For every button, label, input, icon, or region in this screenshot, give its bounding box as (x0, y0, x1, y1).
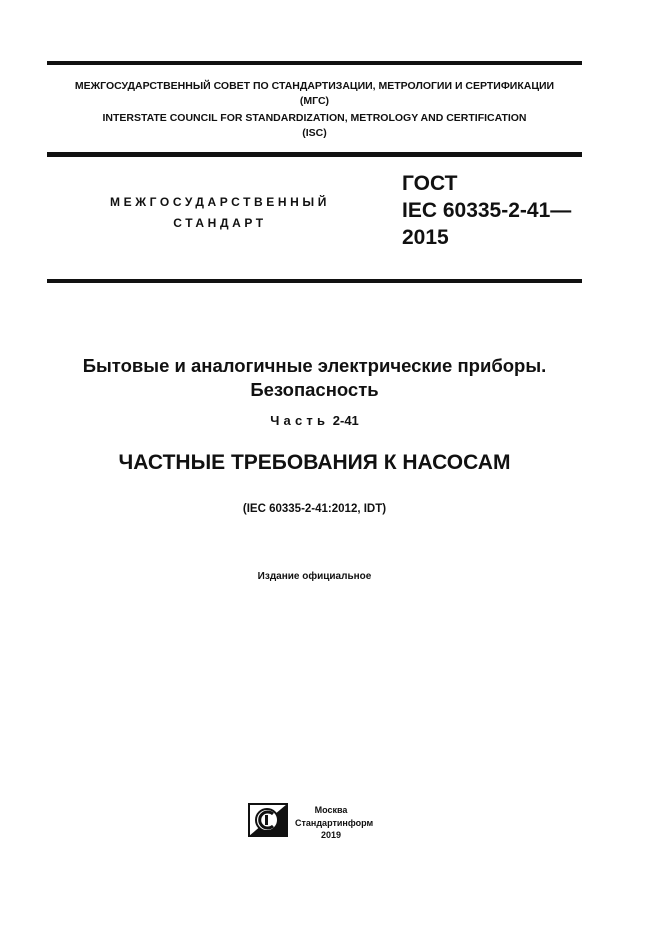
publisher-year: 2019 (320, 830, 342, 840)
part-label: Часть (270, 413, 330, 428)
council-en-line1: INTERSTATE COUNCIL FOR STANDARDIZATION, METROLOGY AND CERTIFICATION (102, 112, 527, 124)
standard-label (95, 192, 345, 234)
lower-rule (47, 279, 582, 283)
standard-label-line1: МЕЖГОСУДАРСТВЕННЫЙ (110, 195, 330, 209)
document-title (47, 354, 582, 402)
part-number: 2-41 (332, 413, 359, 428)
edition-note: Издание официальное (257, 571, 372, 582)
gost-line2: IEC 60335-2-41— (402, 199, 572, 222)
gost-line3: 2015 (402, 226, 449, 249)
iec-reference: (IEC 60335-2-41:2012, IDT) (242, 503, 387, 515)
council-name-ru (47, 79, 582, 109)
part-heading (47, 413, 582, 428)
title-line2: Безопасность (250, 379, 379, 400)
top-rule (47, 61, 582, 65)
standartinform-logo-icon (248, 803, 288, 837)
publisher-name: Стандартинформ (295, 817, 374, 828)
council-en-line2: (ISC) (302, 127, 327, 139)
standard-label-line2: СТАНДАРТ (173, 216, 267, 230)
gost-line1: ГОСТ (402, 172, 458, 195)
middle-rule (47, 152, 582, 157)
council-ru-line1: МЕЖГОСУДАРСТВЕННЫЙ СОВЕТ ПО СТАНДАРТИЗАЦИИ, МЕТРОЛОГИИ И СЕРТИФИКАЦИИ (74, 80, 555, 92)
publisher-info (295, 804, 374, 842)
document-subtitle: ЧАСТНЫЕ ТРЕБОВАНИЯ К НАСОСАМ (118, 451, 511, 474)
council-ru-line2: (МГС) (299, 95, 330, 107)
gost-designation (402, 170, 571, 251)
publisher-city: Москва (314, 805, 348, 815)
council-name-en (47, 111, 582, 141)
title-line1: Бытовые и аналогичные электрические приборы. (82, 355, 547, 376)
